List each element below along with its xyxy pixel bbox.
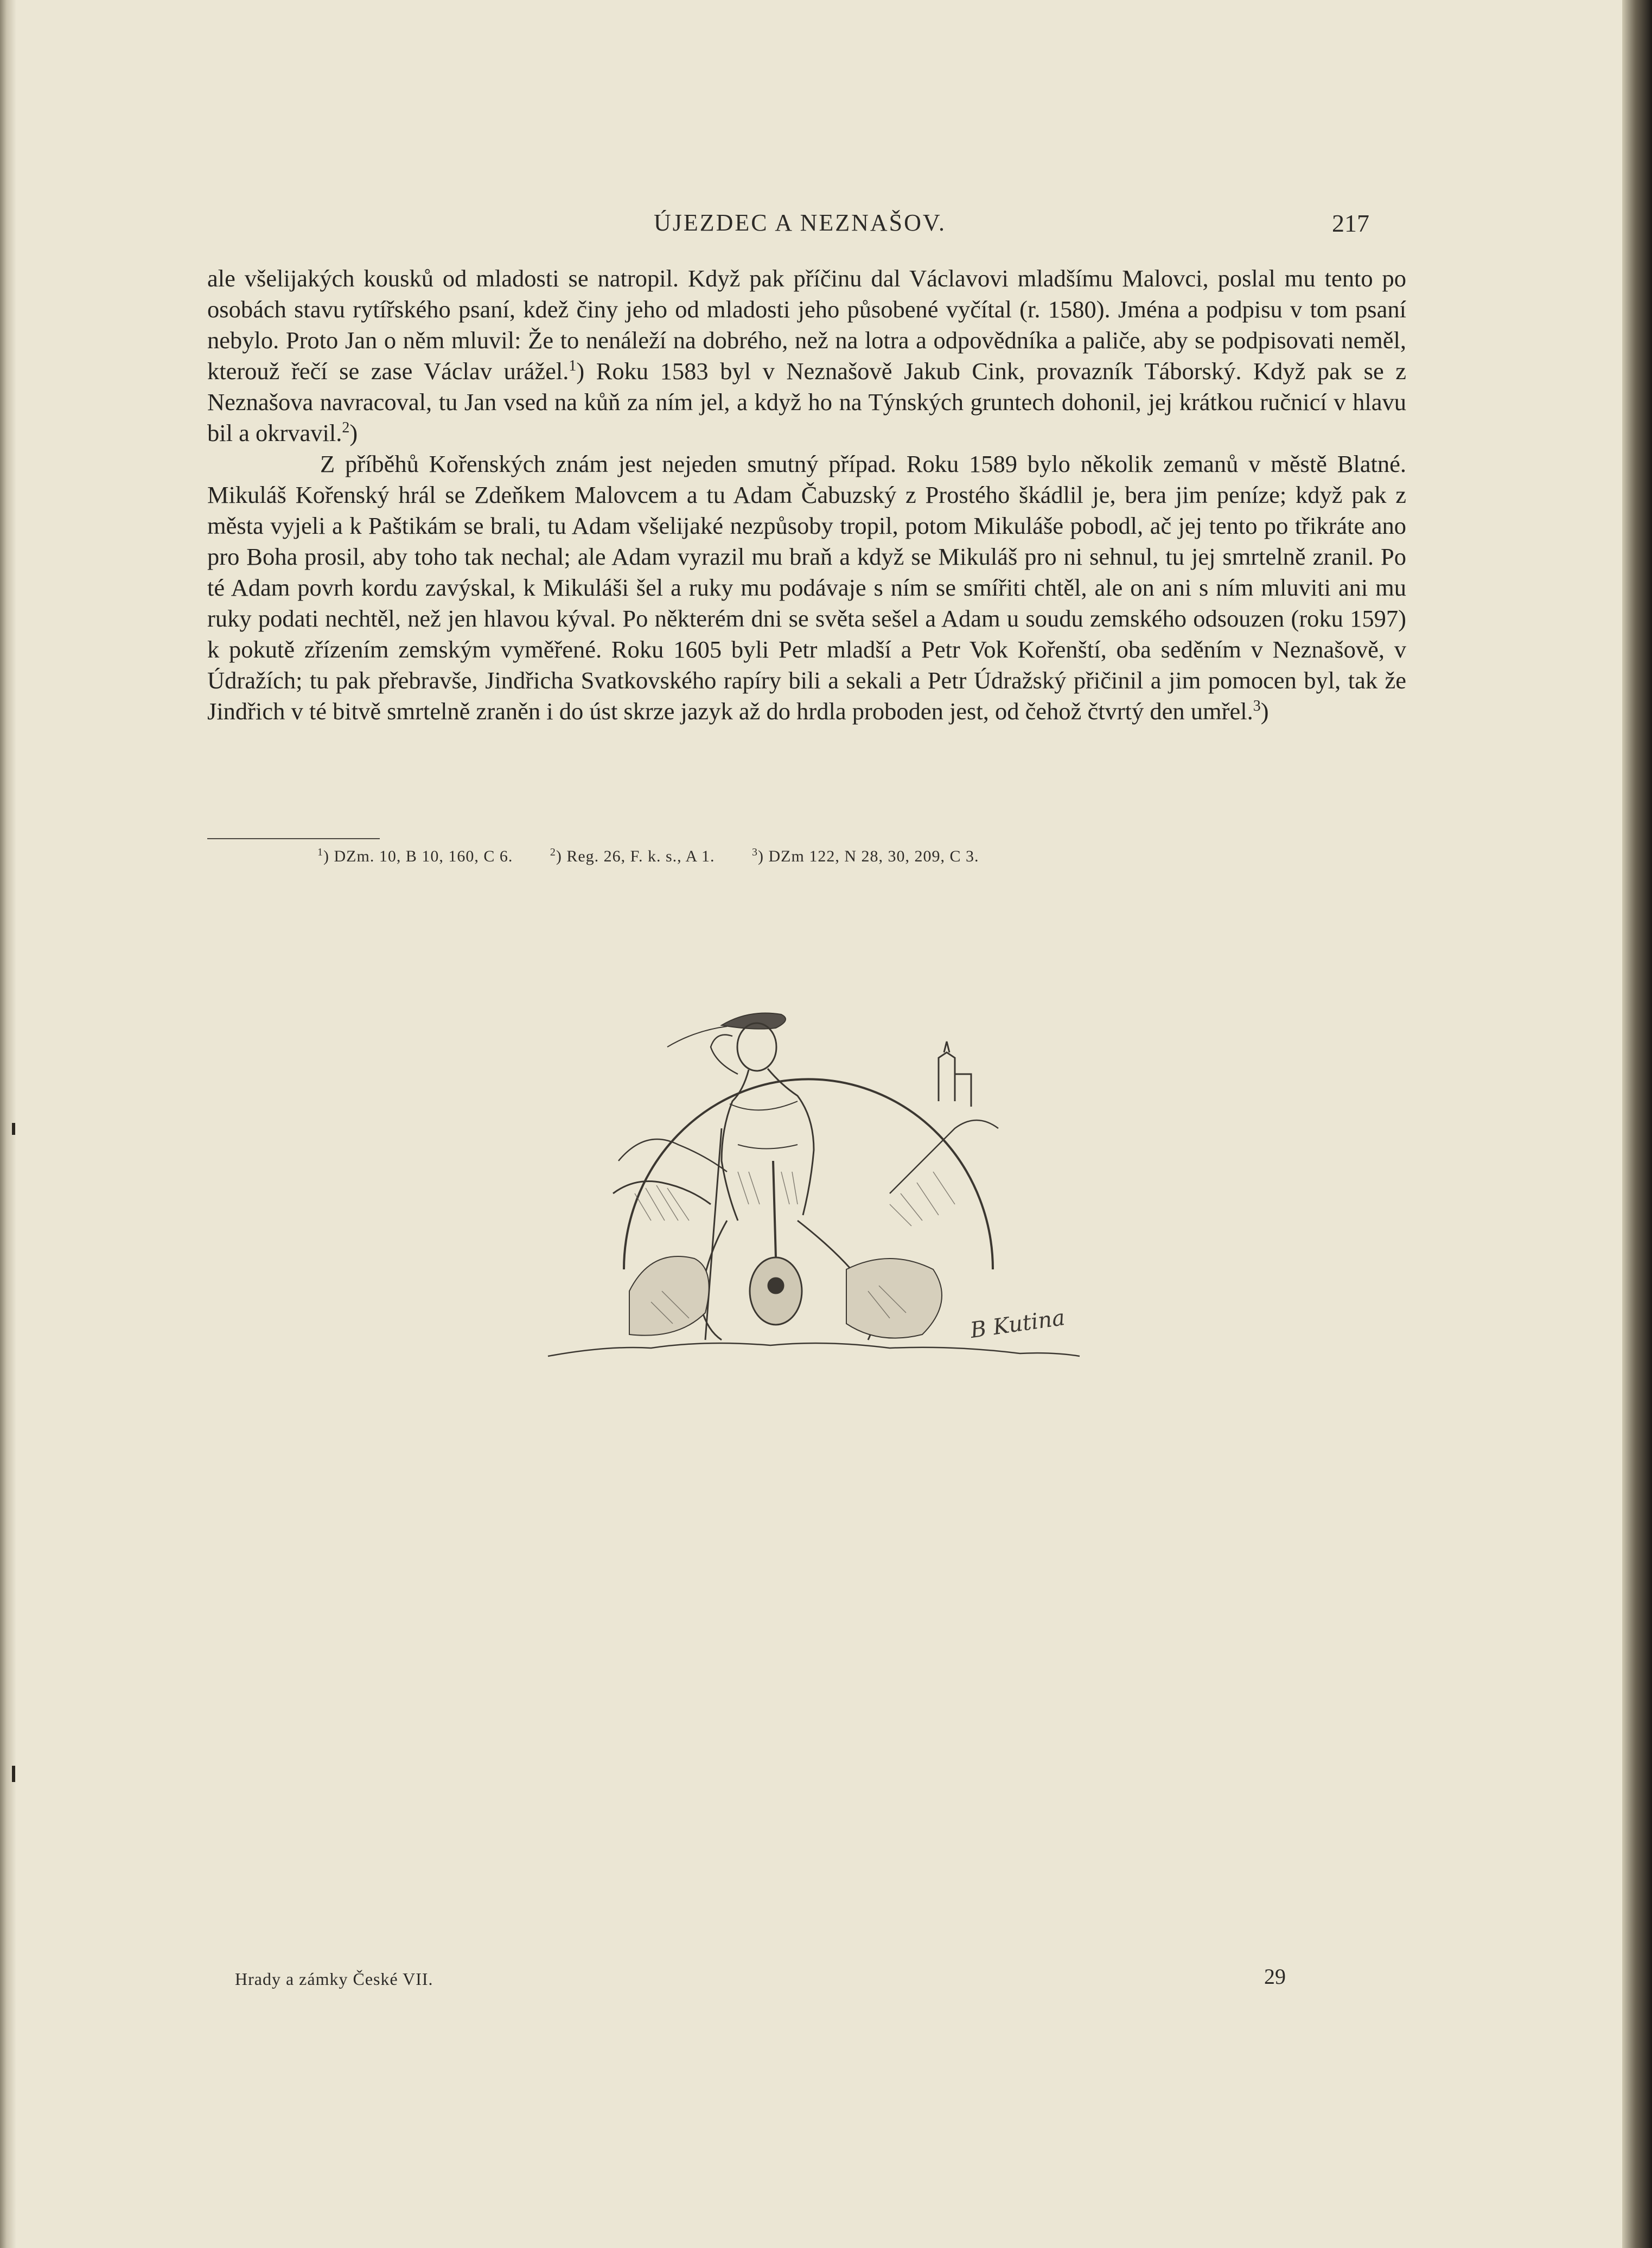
- footnote-ref: 3: [1253, 698, 1261, 715]
- illustrator-signature: B Kutina: [968, 1305, 1067, 1343]
- signature-mark: 29: [1264, 1964, 1286, 1989]
- running-title: ÚJEZDEC A NEZNAŠOV.: [654, 209, 947, 236]
- book-edge: [1622, 0, 1652, 2248]
- paragraph-text: Z příběhů Kořenských znám jest nejeden smutný případ. Roku 1589 bylo několik zemanů v městě Blatné. Mikuláš Kořenský hrál se Zdeňkem Malovcem a tu Adam Čabuzský z Prostého škádlil je, bera jim peníze; když pak z města vyjeli a k Paštikám se brali, tu Adam všelijaké nezpůsoby tropil, potom Mikuláše pobodl, ač jej tento po třikráte ano pro Boha prosil, aby toho tak nechal; ale Adam vyrazil mu braň a když se Mikuláš pro ni sehnul, tu jej smrtelně zranil. Po té Adam povrh kordu zavýskal, k Mikuláši šel a ruky mu podávaje s ním se smířiti chtěl, ale on ani s ním mluviti ani mu ruky podati nechtěl, než jen hlavou kýval. Po některém dni se světa sešel a Adam u soudu zemského odsouzen (roku 1597) k pokutě zřízením zemským vyměřené. Roku 1605 byli Petr mladší a Petr Vok Kořenští, oba seděním v Neznašově, v Údražích; tu pak přebravše, Jindřicha Svatkovského rapíry bili a sekali a Petr Údražský přičinil a jim pomocen byl, tak že Jindřich v té bitvě smrtelně zraněn i do úst skrze jazyk až do hrdla proboden jest, od čehož čtvrtý den umřel.: [207, 450, 1406, 725]
- page-number: 217: [1332, 209, 1369, 237]
- footnotes: [317, 846, 1012, 866]
- footnote-text: Reg. 26, F. k. s., A 1.: [566, 847, 715, 865]
- book-title-footer: Hrady a zámky České VII.: [235, 1969, 433, 1989]
- paragraph-text: Roku 1583 byl v Neznašově Jakub Cink, provazník Táborský. Když pak se z Neznašova navracoval, tu Jan vsed na kůň za ním jel, a když ho na Týnských gruntech dohonil, jej krátkou ručnicí v hlavu bil a okrvavil.: [207, 357, 1406, 446]
- footnote-ref: 1: [569, 357, 577, 375]
- main-text: [207, 263, 1406, 727]
- binding-mark: [12, 1123, 15, 1135]
- footnote-text: DZm 122, N 28, 30, 209, C 3.: [768, 847, 979, 865]
- footnote-text: DZm. 10, B 10, 160, C 6.: [334, 847, 513, 865]
- footnote-rule: [207, 838, 380, 839]
- binding-mark: [12, 1766, 15, 1782]
- paragraph-text: ale všelijakých kousků od mladosti se natropil. Když pak příčinu dal Václavovi mladšímu Malovci, poslal mu tento po osobách stavu rytířského psaní, kdež činy jeho od mladosti jeho působené vyčítal (r. 1580). Jména a podpisu v tom psaní nebylo. Proto Jan o něm mluvil: Že to nenáleží na dobrého, než na lotra a odpovědníka a paliče, aby se podpisovati neměl, kterouž řečí se zase Václav urážel.: [207, 265, 1406, 385]
- footnote-marker: 3: [752, 846, 758, 858]
- footnote-1: $^1$) DZm. 10, B 10, 160, C 6.: [317, 846, 513, 865]
- footnote-marker: 1: [317, 846, 323, 858]
- paragraph-2: Z příběhů Kořenských znám jest nejeden smutný případ. Roku 1589 bylo několik zemanů v městě Blatné. Mikuláš Kořenský hrál se Zdeňkem Malovcem a tu Adam Čabuzský z Prostého škádlil je, bera jim peníze; když pak z města vyjeli a k Paštikám se brali, tu Adam všelijaké nezpůsoby tropil, potom Mikuláše pobodl, ač jej tento po třikráte ano pro Boha prosil, aby toho tak nechal; ale Adam vyrazil mu braň a když se Mikuláš pro ni sehnul, tu jej smrtelně zranil. Po té Adam povrh kordu zavýskal, k Mikuláši šel a ruky mu podávaje s ním se smířiti chtěl, ale on ani s ním mluviti ani mu ruky podati nechtěl, než jen hlavou kýval. Po některém dni se světa sešel a Adam u soudu zemského odsouzen (roku 1597) k pokutě zřízením zemským vyměřené. Roku 1605 byli Petr mladší a Petr Vok Kořenští, oba seděním v Neznašově, v Údražích; tu pak přebravše, Jindřicha Svatkovského rapíry bili a sekali a Petr Údražský přičinil a jim pomocen byl, tak že Jindřich v té bitvě smrtelně zraněn i do úst skrze jazyk až do hrdla proboden jest, od čehož čtvrtý den umřel.$^3$): [207, 450, 1406, 725]
- footnote-2: $^2$) Reg. 26, F. k. s., A 1.: [550, 846, 715, 865]
- paragraph-1: ale všelijakých kousků od mladosti se natropil. Když pak příčinu dal Václavovi mladšímu Malovci, poslal mu tento po osobách stavu rytířského psaní, kdež činy jeho od mladosti jeho působené vyčítal (r. 1580). Jména a podpisu v tom psaní nebylo. Proto Jan o něm mluvil: Že to nenáleží na dobrého, než na lotra a odpovědníka a paliče, aby se podpisovati neměl, kterouž řečí se zase Václav urážel.$^1$) Roku 1583 byl v Neznašově Jakub Cink, provazník Táborský. Když pak se z Neznašova navracoval, tu Jan vsed na kůň za ním jel, a když ho na Týnských gruntech dohonil, jej krátkou ručnicí v hlavu bil a okrvavil.$^2$): [207, 265, 1406, 446]
- footnote-3: $^3$) DZm 122, N 28, 30, 209, C 3.: [752, 846, 979, 865]
- footnote-ref: 2: [342, 419, 350, 437]
- footnote-marker: 2: [550, 846, 556, 858]
